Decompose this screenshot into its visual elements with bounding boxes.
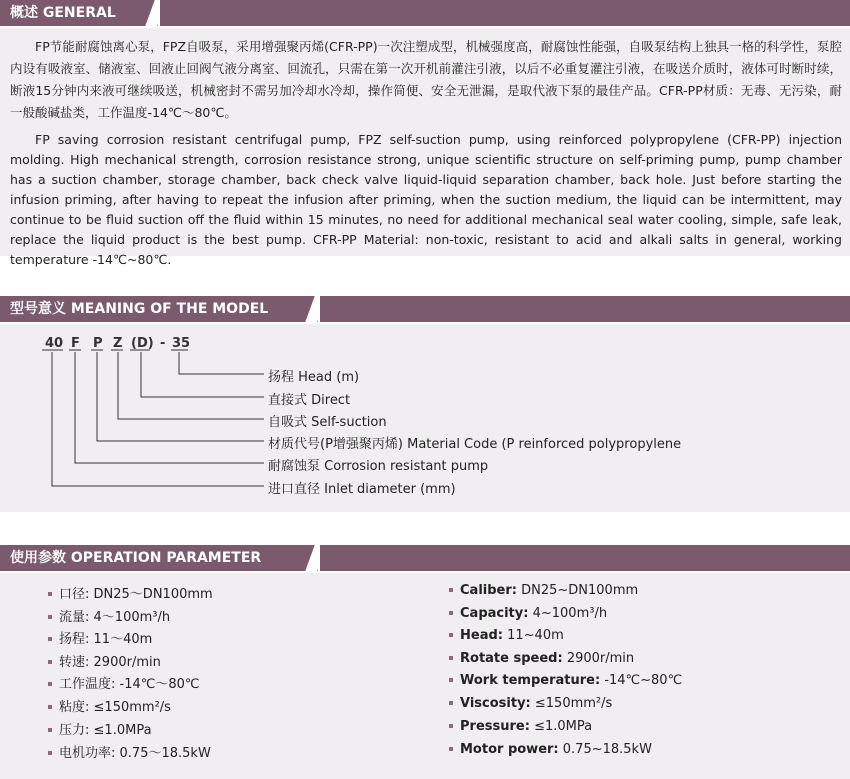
- param-en-viscosity: Viscosity: ≤150mm²/s: [449, 696, 612, 711]
- param-en-capacity: Capacity: 4~100m³/h: [449, 606, 607, 621]
- bullet-icon: [449, 611, 453, 615]
- bullet-icon: [449, 724, 453, 728]
- operation-header: [0, 545, 850, 571]
- bullet-icon: [48, 615, 52, 619]
- bullet-icon: [449, 588, 453, 592]
- bullet-icon: [449, 701, 453, 705]
- model-desc-material: 材质代号(P增强聚丙烯) Material Code (P reinforced polypropylene: [268, 437, 682, 452]
- code-part-head: 35: [172, 336, 191, 351]
- param-cn-viscosity: 粘度: ≤150mm²/s: [48, 696, 171, 715]
- bullet-icon: [449, 656, 453, 660]
- general-en-text: FP saving corrosion resistant centrifugal pump, FPZ self-suction pump, using reinforced polypropylene (CFR-PP) injection molding. High mechanical strength, corrosion resistance strong, unique scientific structure on self-priming pump, pump chamber has a suction chamber, storage chamber, back check valve liquid-liquid separation chamber, back hole. Just before starting the infusion priming, after having to repeat the infusion after priming, when the suction medium, the liquid can be intermittent, may continue to be fluid suction off the fluid within 15 minutes, no need for additional mechanical seal water cooling, simple, safe leak, replace the liquid product is the best pump. CFR-PP Material: non-toxic, resistant to acid and alkali salts in general, working temperature -14℃~80℃.: [10, 132, 842, 267]
- param-en-caliber: Caliber: DN25~DN100mm: [449, 583, 638, 598]
- bullet-icon: [48, 728, 52, 732]
- code-part-p: P: [93, 336, 103, 351]
- code-part-z: Z: [113, 336, 123, 351]
- general-title: 概述 GENERAL: [0, 0, 158, 26]
- bullet-icon: [48, 660, 52, 664]
- code-part-inlet: 40: [45, 336, 64, 351]
- param-en-temperature: Work temperature: -14℃~80℃: [449, 673, 682, 688]
- bullet-icon: [449, 633, 453, 637]
- model-desc-head: 扬程 Head (m): [268, 370, 360, 385]
- header-bar-fill: [320, 545, 850, 571]
- operation-title: 使用参数 OPERATION PARAMETER: [0, 545, 318, 571]
- bullet-icon: [48, 751, 52, 755]
- bullet-icon: [48, 705, 52, 709]
- param-en-pressure: Pressure: ≤1.0MPa: [449, 719, 592, 734]
- param-cn-capacity: 流量: 4～100m³/h: [48, 606, 170, 625]
- model-title: 型号意义 MEANING OF THE MODEL: [0, 296, 318, 322]
- code-part-f: F: [71, 336, 80, 351]
- model-desc-direct: 直接式 Direct: [268, 393, 351, 408]
- param-cn-temperature: 工作温度: -14℃～80℃: [48, 673, 200, 692]
- bullet-icon: [449, 747, 453, 751]
- param-cn-power: 电机功率: 0.75～18.5kW: [48, 742, 211, 761]
- code-part-d: (D): [131, 336, 154, 351]
- bullet-icon: [48, 682, 52, 686]
- bullet-icon: [449, 678, 453, 682]
- model-desc-inlet: 进口直径 Inlet diameter (mm): [268, 482, 456, 497]
- model-desc-self-suction: 自吸式 Self-suction: [268, 415, 387, 430]
- param-en-speed: Rotate speed: 2900r/min: [449, 651, 634, 666]
- param-cn-pressure: 压力: ≤1.0MPa: [48, 719, 152, 738]
- bullet-icon: [48, 592, 52, 596]
- general-cn-text: FP节能耐腐蚀离心泵，FPZ自吸泵，采用增强聚丙烯(CFR-PP)一次注塑成型，机械强度高，耐腐蚀性能强，自吸泵结构上独具一格的科学性，泵腔内设有吸液室、储液室、回液止回阀气液分离室、回流孔，只需在第一次开机前灌注引液，以后不必重复灌注引液，在吸送介质时，液体可时断时续，断液15分钟内来液可继续吸送，机械密封不需另加冷却水冷却，操作简便、安全无泄漏，是取代液下泵的最佳产品。CFR-PP材质：无毒、无污染，耐一般酸碱盐类，工作温度-14℃～80℃。: [10, 39, 842, 120]
- bullet-icon: [48, 637, 52, 641]
- param-en-power: Motor power: 0.75~18.5kW: [449, 742, 652, 757]
- model-desc-corrosion: 耐腐蚀泵 Corrosion resistant pump: [268, 459, 489, 474]
- param-cn-caliber: 口径: DN25～DN100mm: [48, 583, 213, 602]
- code-part-dash: -: [160, 336, 166, 351]
- param-cn-head: 扬程: 11～40m: [48, 628, 152, 647]
- param-cn-speed: 转速: 2900r/min: [48, 651, 161, 670]
- param-en-head: Head: 11~40m: [449, 628, 564, 643]
